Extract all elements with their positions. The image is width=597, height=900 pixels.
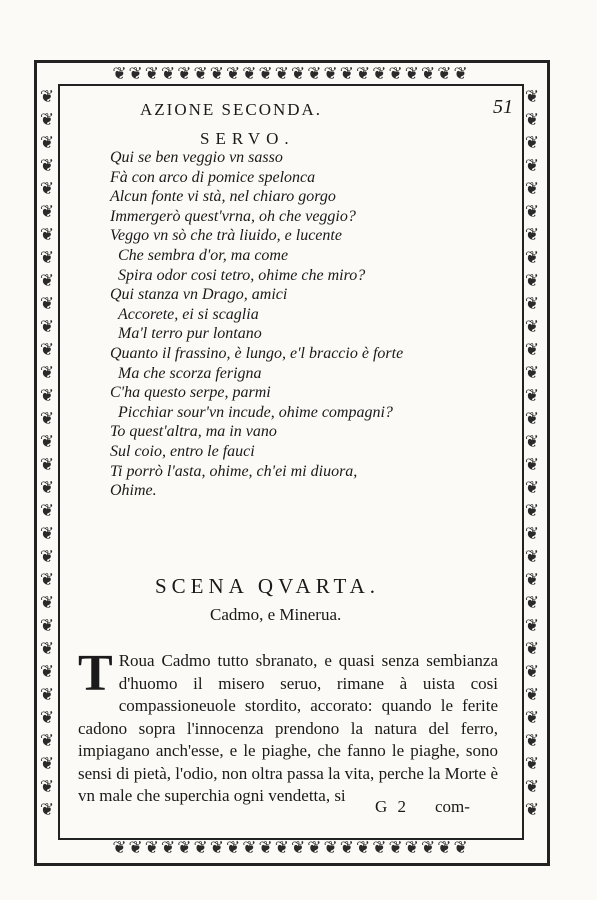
ornament-top-icon: ❦❦❦❦❦❦❦❦❦❦❦❦❦❦❦❦❦❦❦❦❦❦ (112, 64, 470, 84)
ornament-bottom-icon: ❦❦❦❦❦❦❦❦❦❦❦❦❦❦❦❦❦❦❦❦❦❦ (112, 838, 470, 858)
verse-line: Ohime. (110, 482, 157, 500)
verse-line: Veggo vn sò che trà liuido, e lucente (110, 227, 342, 245)
verse-line: Accorete, ei si scaglia (118, 305, 259, 323)
verse-line: Fà con arco di pomice spelonca (110, 168, 316, 186)
catchword: com- (435, 797, 470, 816)
verse-line: Immergerò quest'vrna, oh che veggio? (110, 207, 356, 225)
verse-line: Picchiar sour'vn incude, ohime compagni? (118, 403, 393, 421)
verse-line: Sul coio, entro le fauci (110, 442, 255, 460)
verse-line: Ma che scorza ferigna (118, 364, 262, 382)
verse-line: Alcun fonte vi stà, nel chiaro gorgo (110, 188, 336, 206)
prose-paragraph (78, 645, 498, 808)
verse-block (110, 148, 440, 501)
verse-line: To quest'altra, ma in vano (110, 423, 277, 441)
verse-line: Quanto il frassino, è lungo, e'l braccio è forte (110, 344, 404, 362)
signature-mark: G 2 (375, 797, 410, 816)
scene-heading: SCENA QVARTA. (155, 574, 381, 598)
verse-line: Ti porrò l'asta, ohime, ch'ei mi diuora, (110, 462, 358, 480)
verse-line: Qui se ben veggio vn sasso (110, 149, 283, 166)
verse-line: C'ha questo serpe, parmi (110, 384, 271, 402)
page-number: 51 (493, 96, 513, 118)
ornament-right-icon: ❦❦❦❦❦❦❦❦❦❦❦❦❦❦❦❦❦❦❦❦❦❦❦❦❦❦❦❦❦❦❦❦ (524, 87, 542, 820)
ornament-left-icon: ❦❦❦❦❦❦❦❦❦❦❦❦❦❦❦❦❦❦❦❦❦❦❦❦❦❦❦❦❦❦❦❦ (39, 87, 57, 820)
prose-text: Roua Cadmo tutto sbranato, e quasi senza sembianza d'huomo il misero seruo, rimane à uista cosi compassioneuole stordito, accorato: quando le ferite cadono sopra l'innocenza prendono la natura del ferro, impiagano anch'esse, e le piaghe, che fanno le piaghe, sono sensi di pietà, l'odio, non oltra passa la vita, perche la Morte è vn male che superchia ogni vendetta, si (78, 651, 498, 805)
verse-line: Qui stanza vn Drago, amici (110, 286, 288, 304)
verse-line: Ma'l terro pur lontano (118, 325, 262, 343)
speaker-name: SERVO. (200, 129, 295, 148)
drop-cap: T (78, 645, 113, 702)
verse-line: Che sembra d'or, ma come (118, 246, 289, 264)
verse-line: Spira odor cosi tetro, ohime che miro? (118, 266, 366, 284)
scene-characters: Cadmo, e Minerua. (210, 605, 342, 624)
running-title: AZIONE SECONDA. (140, 100, 323, 119)
